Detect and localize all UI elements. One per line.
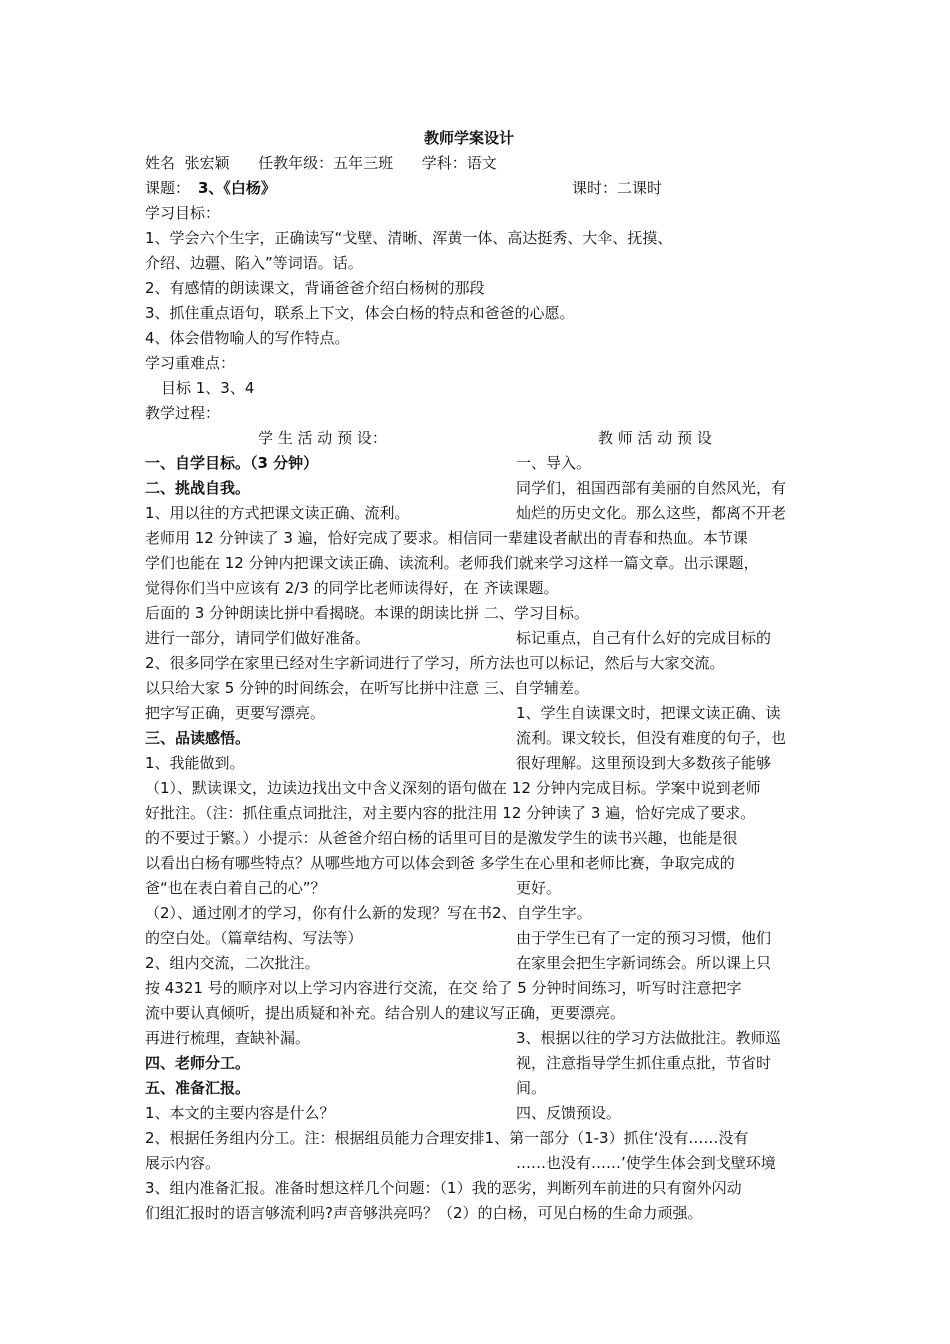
body-text-line: 流利。课文较长，但没有难度的句子，也 — [516, 729, 787, 747]
key-points-content: 目标 1、3、4 — [161, 379, 255, 397]
body-text-line: 后面的 3 分钟朗读比拼中看揭晓。本课的朗读比拼 二、学习目标。 — [145, 604, 589, 622]
section-heading: 一、自学目标。（3 分钟） — [145, 454, 319, 472]
student-column-header: 学 生 活 动 预 设： — [258, 429, 387, 447]
body-text-line: 视，注意指导学生抓住重点批，节省时 — [516, 1054, 772, 1072]
section-heading: 四、老师分工。 — [145, 1054, 251, 1072]
body-text-line: 好批注。（注：抓住重点词批注，对主要内容的批注用 12 分钟读了 3 遍，恰好完成了要求。 — [145, 804, 756, 822]
body-text-line: 很好理解。这里预设到大多数孩子能够 — [516, 754, 772, 772]
body-text-line: 间。 — [516, 1079, 547, 1097]
body-text-line: 1、学生自读课文时，把课文读正确、读 — [516, 704, 781, 722]
body-text-line: 2、组内交流，二次批注。 — [145, 954, 320, 972]
body-text-line: 的空白处。（篇章结构、写法等） — [145, 929, 363, 947]
objective-line: 3、抓住重点语句，联系上下文，体会白杨的特点和爸爸的心愿。 — [145, 304, 575, 322]
section-heading: 三、品读感悟。 — [145, 729, 251, 747]
body-text-line: 老师用 12 分钟读了 3 遍，恰好完成了要求。相信同一辈建设者献出的青春和热血。本节课 — [145, 529, 748, 547]
section-heading: 五、准备汇报。 — [145, 1079, 251, 1097]
body-text-line: 展示内容。 — [145, 1154, 221, 1172]
body-text-line: 2、根据任务组内分工。注：根据组员能力合理安排1、第一部分（1-3）抓住‘没有……没有 — [145, 1129, 749, 1147]
lesson-hours: 课时：二课时 — [572, 179, 663, 197]
body-text-line: 更好。 — [516, 879, 562, 897]
body-text-line: 在家里会把生字新词练会。所以课上只 — [516, 954, 772, 972]
body-text-line: 把字写正确，更要写漂亮。 — [145, 704, 326, 722]
body-text-line: 标记重点，自己有什么好的完成目标的 — [516, 629, 772, 647]
objective-line: 1、学会六个生字，正确读写“戈壁、清晰、浑黄一体、高达挺秀、大伞、抚摸、 — [145, 229, 673, 247]
page-title: 教师学案设计 — [424, 129, 515, 147]
body-text-line: 们组汇报时的语言够流利吗?声音够洪亮吗？（2）的白杨，可见白杨的生命力顽强。 — [145, 1204, 703, 1222]
body-text-line: 1、我能做到。 — [145, 754, 245, 772]
body-text-line: 一、导入。 — [516, 454, 592, 472]
body-text-line: （1）、默读课文，边读边找出文中含义深刻的语句做在 12 分钟内完成目标。学案中说到老师 — [145, 779, 761, 797]
body-text-line: 流中要认真倾听，提出质疑和补充。结合别人的建议写正确，更要漂亮。 — [145, 1004, 626, 1022]
body-text-line: 1、用以往的方式把课文读正确、流利。 — [145, 504, 410, 522]
body-text-line: 四、反馈预设。 — [516, 1104, 622, 1122]
body-text-line: ……也没有……’使学生体会到戈壁环境 — [516, 1154, 776, 1172]
body-text-line: 的不要过于繁。）小提示：从爸爸介绍白杨的话里可目的是激发学生的读书兴趣，也能是很 — [145, 829, 738, 847]
teacher-column-header: 教 师 活 动 预 设 — [598, 429, 712, 447]
objective-line: 4、体会借物喻人的写作特点。 — [145, 329, 350, 347]
body-text-line: 3、组内准备汇报。准备时想这样几个问题：（1）我的恶劣，判断列车前进的只有窗外闪动 — [145, 1179, 742, 1197]
body-text-line: 爸“也在表白着自己的心”？ — [145, 879, 326, 897]
objective-line: 2、有感情的朗读课文，背诵爸爸介绍白杨树的那段 — [145, 279, 485, 297]
body-text-line: 2、很多同学在家里已经对生字新词进行了学习，所方法也可以标记，然后与大家交流。 — [145, 654, 725, 672]
key-points-heading: 学习重难点： — [145, 354, 236, 372]
body-text-line: 同学们，祖国西部有美丽的自然风光，有 — [516, 479, 787, 497]
lesson-prefix: 课题： — [145, 179, 191, 197]
body-text-line: 再进行梳理，查缺补漏。 — [145, 1029, 311, 1047]
body-text-line: 学们也能在 12 分钟内把课文读正确、读流利。老师我们就来学习这样一篇文章。出示课题， — [145, 554, 759, 572]
body-text-line: 1、本文的主要内容是什么？ — [145, 1104, 335, 1122]
body-text-line: 以看出白杨有哪些特点？从哪些地方可以体会到爸 多学生在心里和老师比赛，争取完成的 — [145, 854, 735, 872]
body-text-line: 灿烂的历史文化。那么这些，都离不开老 — [516, 504, 787, 522]
body-text-line: 进行一部分，请同学们做好准备。 — [145, 629, 371, 647]
body-text-line: 3、根据以往的学习方法做批注。教师巡 — [516, 1029, 781, 1047]
objectives-heading: 学习目标： — [145, 204, 221, 222]
process-heading: 教学过程： — [145, 404, 221, 422]
body-text-line: 由于学生已有了一定的预习习惯，他们 — [516, 929, 772, 947]
objective-line: 介绍、边疆、陷入”等词语。话。 — [145, 254, 363, 272]
teacher-info: 姓名 张宏颖 任教年级：五年三班 学科：语文 — [145, 154, 497, 172]
body-text-line: 以只给大家 5 分钟的时间练会，在听写比拼中注意 三、自学辅差。 — [145, 679, 589, 697]
body-text-line: 按 4321 号的顺序对以上学习内容进行交流，在交 给了 5 分钟时间练习，听写时注意把字 — [145, 979, 742, 997]
body-text-line: 觉得你们当中应该有 2/3 的同学比老师读得好，在 齐读课题。 — [145, 579, 559, 597]
lesson-title: 3、《白杨》 — [198, 179, 276, 197]
body-text-line: （2）、通过刚才的学习，你有什么新的发现？写在书2、自学生字。 — [145, 904, 592, 922]
section-heading: 二、挑战自我。 — [145, 479, 251, 497]
